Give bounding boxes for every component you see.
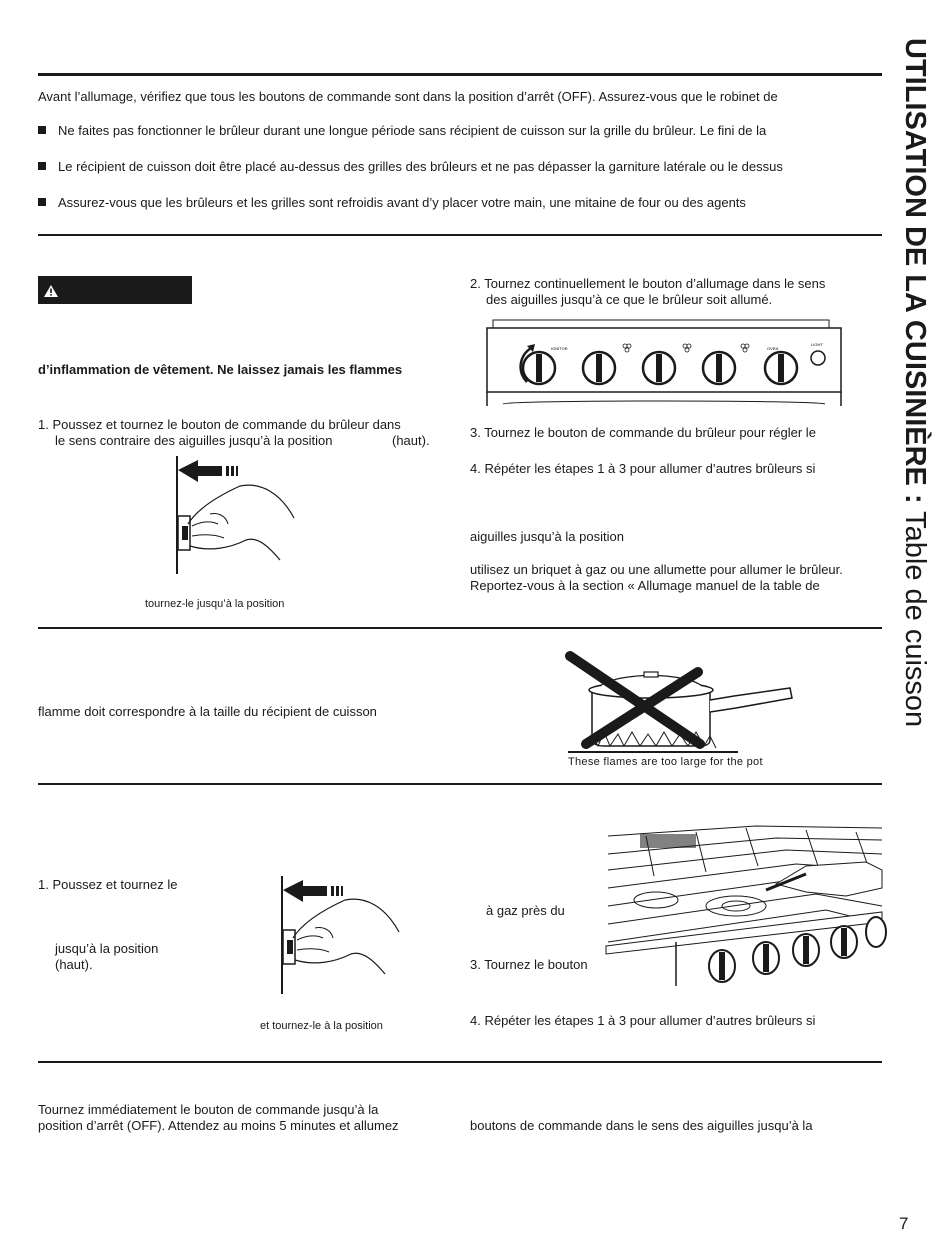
warning-icon [44,285,58,297]
intro-bullet-3: Assurez-vous que les brûleurs et les grilles sont refroidis avant d’y placer votre main, une mitaine de four ou des agents [58,195,746,210]
lighting-step2-line1: 2. Tournez continuellement le bouton d’allumage dans le sens [470,276,826,291]
side-title-light: Table de cuisson [899,503,931,728]
caption-1: tournez-le jusqu’à la position [145,598,285,610]
top-rule [38,73,882,76]
light-label: LIGHT [811,342,823,347]
lighting-step4: 4. Répéter les étapes 1 à 3 pour allumer d’autres brûleurs si [470,461,816,476]
bottom-left-line2: position d’arrêt (OFF). Attendez au moins 5 minutes et allumez [38,1118,399,1133]
section-rule-4 [38,1061,882,1063]
section-rule-1 [38,234,882,236]
lighting-step1-line1: 1. Poussez et tournez le bouton de commande du brûleur dans [38,417,401,432]
lighting-step1-haut: (haut). [392,433,430,448]
flame-caption: These flames are too large for the pot [568,756,763,768]
bottom-left-line1: Tournez immédiatement le bouton de commande jusqu’à la [38,1102,379,1117]
bullet-1 [38,126,46,134]
hand-knob-illustration-2 [275,876,405,996]
pot-flames-illustration [558,652,798,752]
intro-bullet-1: Ne faites pas fonctionner le brûleur durant une longue période sans récipient de cuisson sur la grille du brûleur. Le fini de la [58,123,767,138]
manual-gas-near: à gaz près du [486,903,565,918]
manual-step1-b: jusqu’à la position [55,941,159,956]
oven-label: OVEN [767,346,779,351]
ignitor-label: IGNITOR [551,346,568,351]
lighting-note2-line2: Reportez-vous à la section « Allumage manuel de la table de [470,578,820,593]
manual-step4: 4. Répéter les étapes 1 à 3 pour allumer d’autres brûleurs si [470,1013,816,1028]
lighting-step1-line2: le sens contraire des aiguilles jusqu’à la position [55,433,333,448]
side-title-bold: UTILISATION DE LA CUISINIÈRE : [899,38,931,504]
page-number: 7 [899,1214,909,1233]
bullet-3 [38,198,46,206]
lighting-note1: aiguilles jusqu’à la position [470,529,624,544]
manual-step3: 3. Tournez le bouton [470,957,588,972]
bullet-2 [38,162,46,170]
warning-banner [38,276,192,304]
hand-knob-illustration-1 [170,456,300,576]
manual-caption: et tournez-le à la position [260,1020,383,1032]
control-panel-illustration [487,320,843,406]
side-title [895,38,935,727]
flame-text: flamme doit correspondre à la taille du récipient de cuisson [38,704,377,719]
manual-step1: 1. Poussez et tournez le [38,877,178,892]
section-rule-2 [38,627,882,629]
bottom-right: boutons de commande dans le sens des aiguilles jusqu’à la [470,1118,813,1133]
intro-bullet-2: Le récipient de cuisson doit être placé au-dessus des grilles des brûleurs et ne pas dépasser la garniture latérale ou le dessus [58,159,783,174]
section-rule-3 [38,783,882,785]
lighting-step3: 3. Tournez le bouton de commande du brûleur pour régler le [470,425,816,440]
lighting-note2-line1: utilisez un briquet à gaz ou une allumette pour allumer le brûleur. [470,562,843,577]
manual-step1-c: (haut). [55,957,93,972]
intro-line: Avant l’allumage, vérifiez que tous les boutons de commande sont dans la position d’arrêt (OFF). Assurez-vous que le robinet de [38,89,778,104]
warning-text: d’inflammation de vêtement. Ne laissez jamais les flammes [38,362,403,377]
lighting-step2-line2: des aiguilles jusqu’à ce que le brûleur soit allumé. [486,292,773,307]
cooktop-grates-illustration [606,826,882,986]
